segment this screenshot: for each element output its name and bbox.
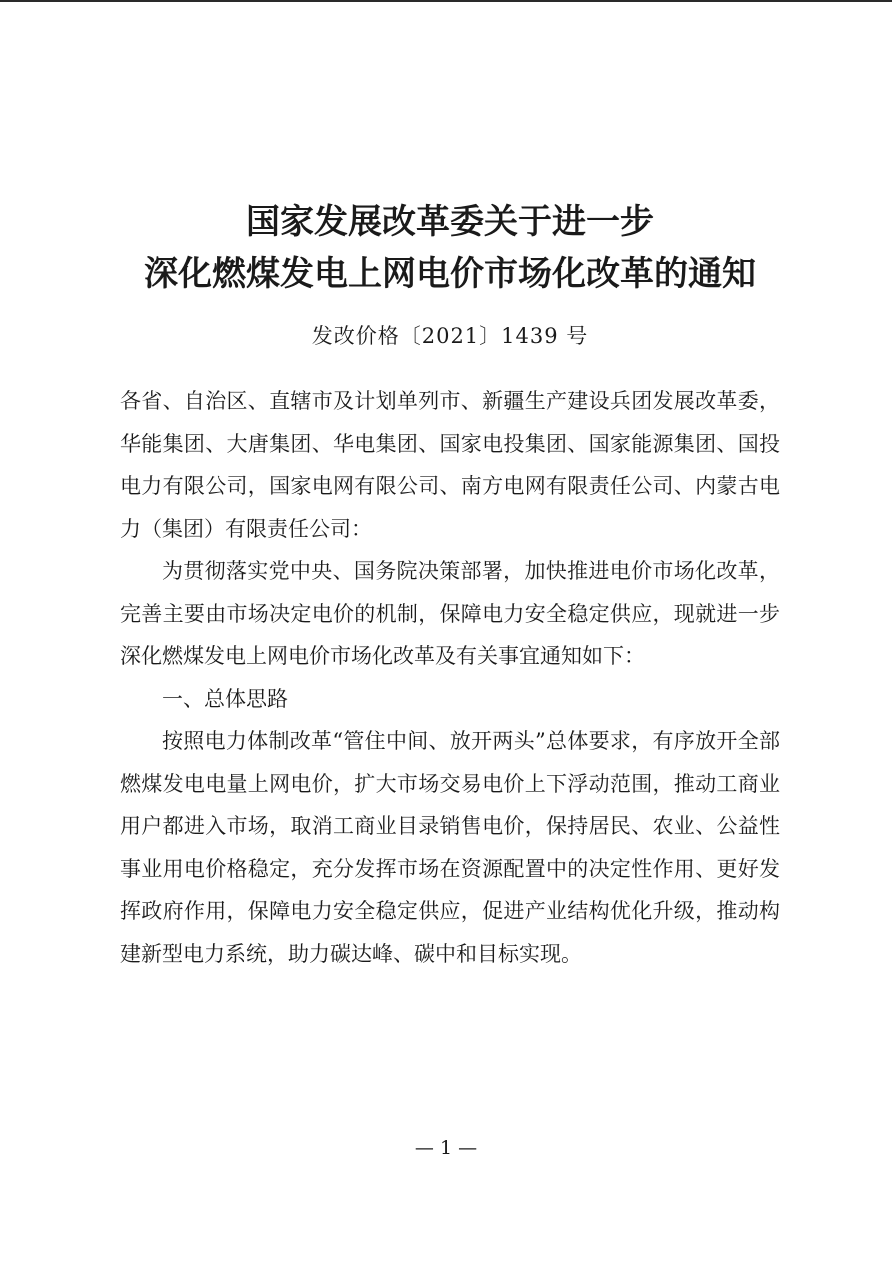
intro-paragraph: 为贯彻落实党中央、国务院决策部署，加快推进电价市场化改革，完善主要由市场决定电价的机制，保障电力安全稳定供应，现就进一步深化燃煤发电上网电价市场化改革及有关事宜通知如下：: [120, 559, 780, 668]
document-title: [120, 196, 780, 300]
section-heading: 一、总体思路: [162, 686, 288, 711]
addressees-paragraph: 各省、自治区、直辖市及计划单列市、新疆生产建设兵团发展改革委，华能集团、大唐集团、华电集团、国家电投集团、国家能源集团、国投电力有限公司，国家电网有限公司、南方电网有限责任公司、内蒙古电力（集团）有限责任公司：: [120, 389, 780, 541]
section-paragraph: 按照电力体制改革“管住中间、放开两头”总体要求，有序放开全部燃煤发电电量上网电价，扩大市场交易电价上下浮动范围，推动工商业用户都进入市场，取消工商业目录销售电价，保持居民、农业、公益性事业用电价格稳定，充分发挥市场在资源配置中的决定性作用、更好发挥政府作用，保障电力安全稳定供应，促进产业结构优化升级，推动构建新型电力系统，助力碳达峰、碳中和目标实现。: [120, 729, 780, 966]
document-body: [120, 380, 780, 975]
document-number: 发改价格〔2021〕1439 号: [311, 324, 589, 348]
title-line-2: 深化燃煤发电上网电价市场化改革的通知: [144, 254, 756, 294]
page-number: — 1 —: [414, 1137, 478, 1159]
title-line-1: 国家发展改革委关于进一步: [246, 202, 654, 242]
top-border-line: [0, 0, 892, 2]
